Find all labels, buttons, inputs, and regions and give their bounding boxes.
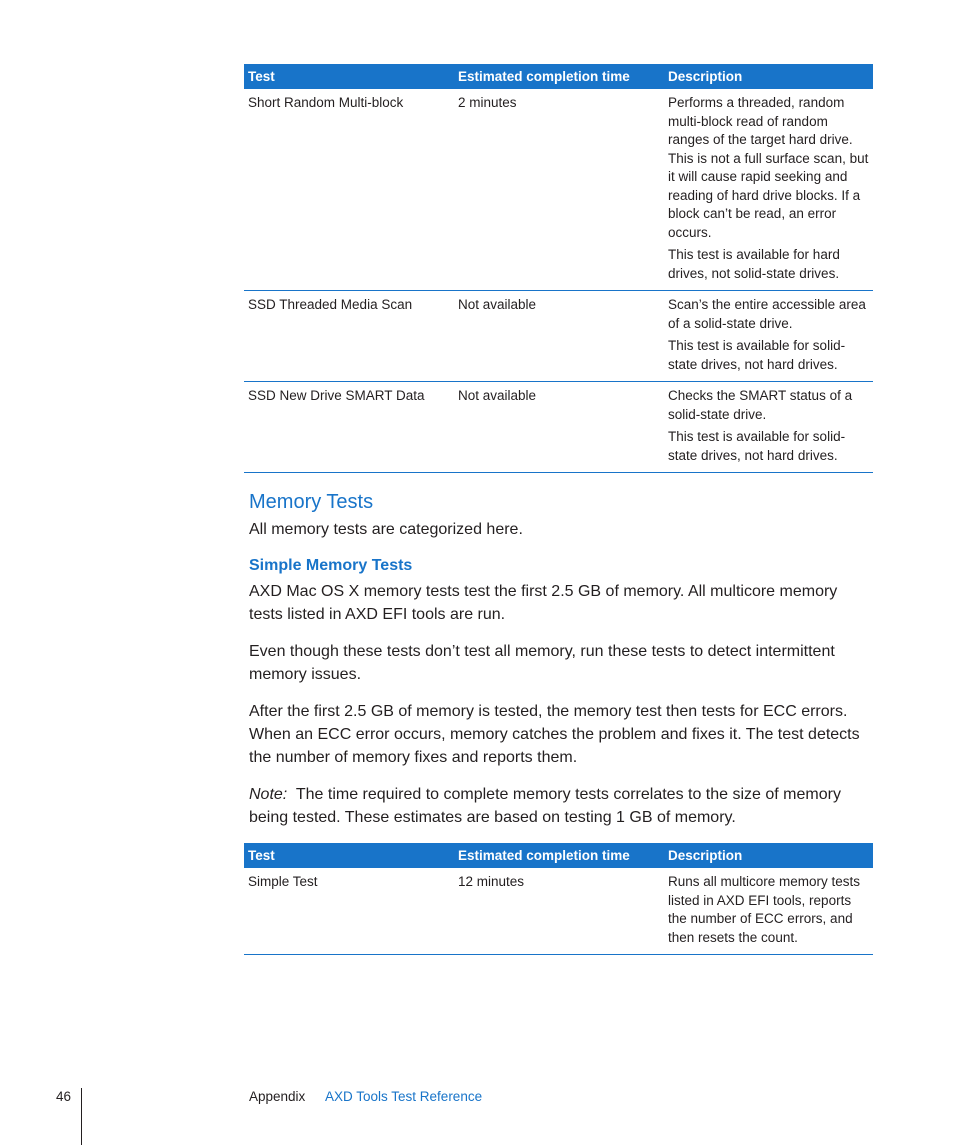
cell-test: Short Random Multi-block xyxy=(244,89,454,291)
tests-table-drive xyxy=(244,64,873,473)
table-row xyxy=(244,291,873,382)
footer-section-label: Appendix xyxy=(249,1089,306,1104)
description-paragraph: This test is available for hard drives, not solid-state drives. xyxy=(668,247,840,281)
description-paragraph: This test is available for solid-state drives, not hard drives. xyxy=(668,338,846,372)
header-time: Estimated completion time xyxy=(454,64,664,89)
page-number: 46 xyxy=(56,1089,72,1104)
header-test: Test xyxy=(244,843,454,868)
table-header-row xyxy=(244,64,873,89)
description-paragraph: Checks the SMART status of a solid-state drive. xyxy=(668,388,853,422)
note-paragraph xyxy=(249,783,873,829)
cell-test: SSD Threaded Media Scan xyxy=(244,291,454,382)
footer-title-link[interactable]: AXD Tools Test Reference xyxy=(325,1089,483,1104)
table-row xyxy=(244,89,873,291)
cell-description xyxy=(664,382,873,473)
cell-time: 2 minutes xyxy=(454,89,664,291)
header-test: Test xyxy=(244,64,454,89)
description-paragraph: Scan’s the entire accessible area of a solid-state drive. xyxy=(668,297,866,331)
header-description: Description xyxy=(664,64,873,89)
body-paragraph: Even though these tests don’t test all memory, run these tests to detect intermittent memory issues. xyxy=(249,643,835,683)
footer-divider xyxy=(81,1088,82,1145)
cell-description xyxy=(664,291,873,382)
body-paragraph: AXD Mac OS X memory tests test the first 2.5 GB of memory. All multicore memory tests listed in AXD EFI tools are run. xyxy=(249,583,838,623)
description-paragraph: This test is available for solid-state drives, not hard drives. xyxy=(668,429,846,463)
table-row xyxy=(244,382,873,473)
section-heading: Memory Tests xyxy=(249,491,374,513)
tests-table-memory xyxy=(244,843,873,955)
section-intro: All memory tests are categorized here. xyxy=(249,521,523,538)
cell-time: Not available xyxy=(454,291,664,382)
subsection-heading: Simple Memory Tests xyxy=(249,557,413,574)
description-paragraph: Performs a threaded, random multi-block read of random ranges of the target hard drive. This is not a full surface scan, but it will cause rapid seeking and reading of hard drive blocks. If a block can’t be read, an error occurs. xyxy=(668,95,869,240)
cell-description xyxy=(664,868,873,955)
cell-test: SSD New Drive SMART Data xyxy=(244,382,454,473)
body-paragraph: After the first 2.5 GB of memory is tested, the memory test then tests for ECC errors. When an ECC error occurs, memory catches the problem and fixes it. The test detects the number of memory fixes and reports them. xyxy=(249,703,860,766)
table-header-row xyxy=(244,843,873,868)
cell-description xyxy=(664,89,873,291)
note-label: Note: xyxy=(249,786,288,803)
header-time: Estimated completion time xyxy=(454,843,664,868)
cell-time: 12 minutes xyxy=(454,868,664,955)
description-paragraph: Runs all multicore memory tests listed in AXD EFI tools, reports the number of ECC errors, and then resets the count. xyxy=(668,874,861,945)
header-description: Description xyxy=(664,843,873,868)
note-text: The time required to complete memory tests correlates to the size of memory being tested. These estimates are based on testing 1 GB of memory. xyxy=(249,786,841,826)
cell-test: Simple Test xyxy=(244,868,454,955)
table-row xyxy=(244,868,873,955)
cell-time: Not available xyxy=(454,382,664,473)
